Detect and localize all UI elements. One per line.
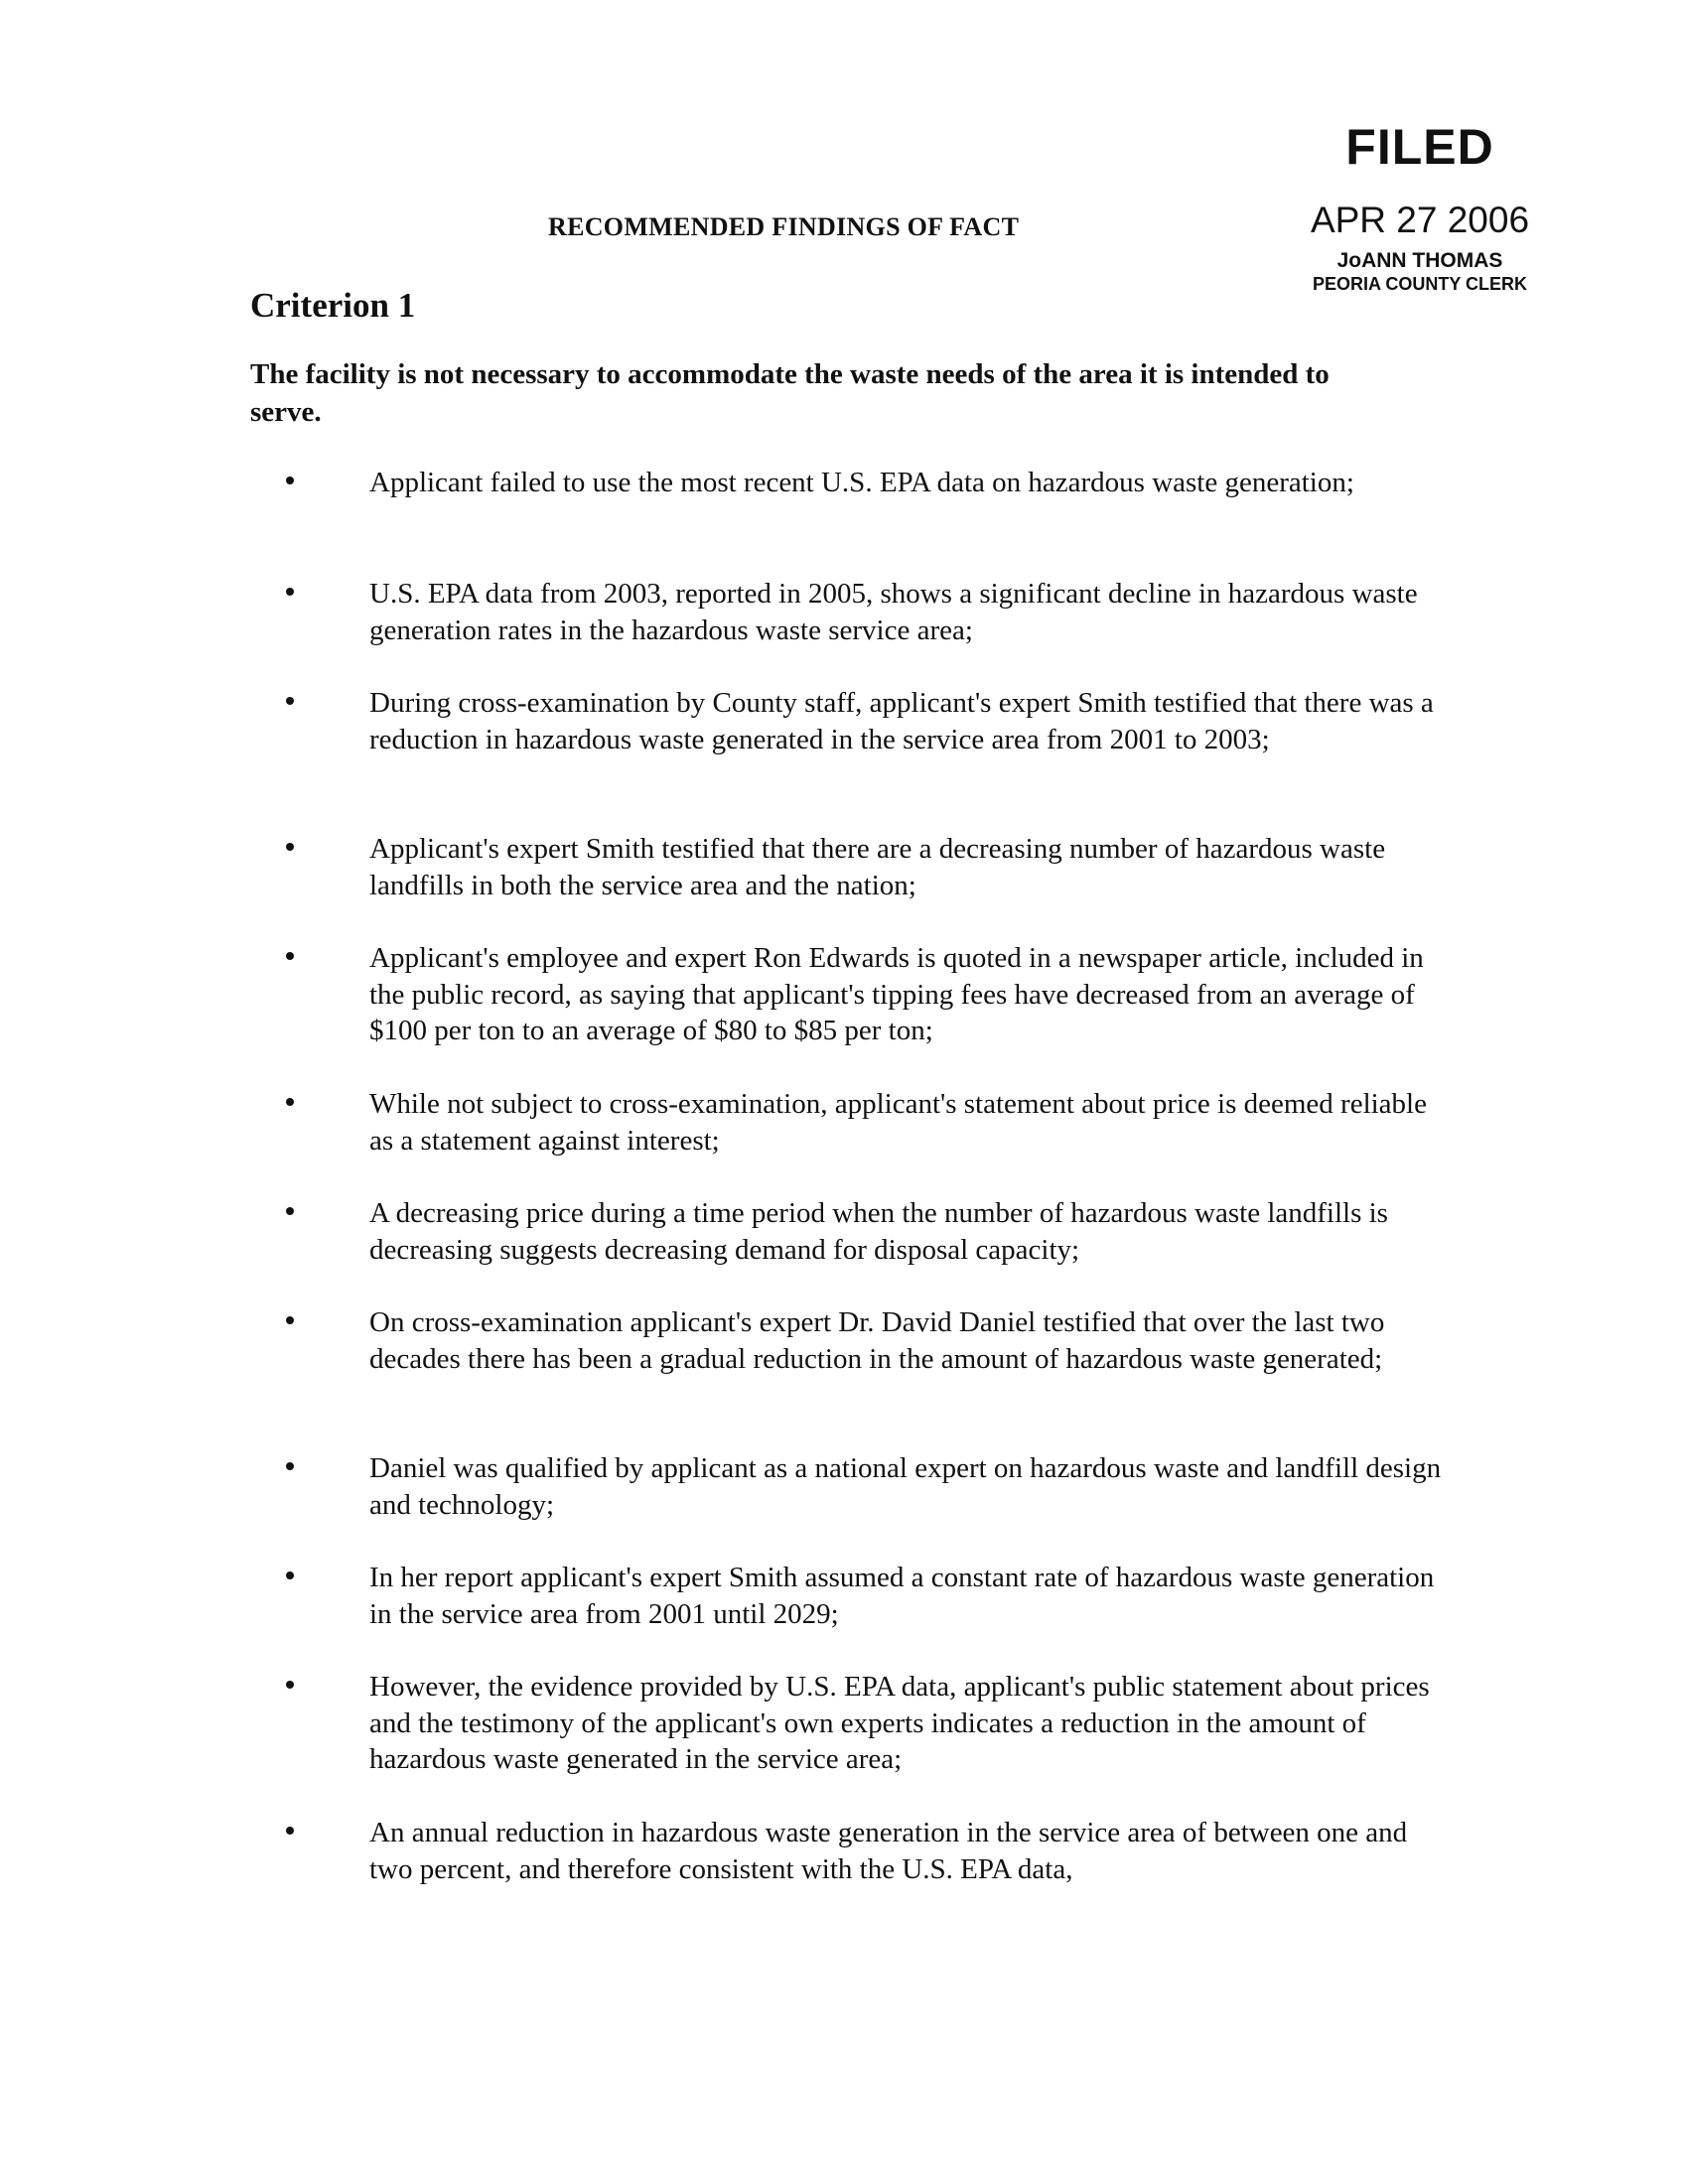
- bullet-icon: [286, 1571, 294, 1579]
- bullet-icon: [286, 1462, 294, 1470]
- bullet-icon: [286, 843, 294, 851]
- stamp-filed-label: FILED: [1345, 119, 1494, 175]
- list-item-text: In her report applicant's expert Smith assumed a constant rate of hazardous waste generation in the service area from 2001 until 2029;: [369, 1562, 1435, 1630]
- criterion-heading: Criterion 1: [250, 286, 416, 325]
- bullet-icon: [286, 1098, 294, 1106]
- bullet-icon: [286, 588, 294, 596]
- bullet-icon: [286, 697, 294, 705]
- list-item-text: Applicant's employee and expert Ron Edwards is quoted in a newspaper article, included in the public record, as saying that applicant's tipping fees have decreased from an average of $100 per ton to an average of $80 to $85 per ton;: [369, 942, 1424, 1046]
- stamp-clerk-office: PEORIA COUNTY CLERK: [1312, 274, 1528, 294]
- bullet-icon: [286, 1316, 294, 1324]
- finding-statement: The facility is not necessary to accommodate the waste needs of the area it is intended to serve.: [250, 358, 1330, 428]
- list-item-text: On cross-examination applicant's expert Dr. David Daniel testified that over the last two decades there has been a gradual reduction in the amount of hazardous waste generated;: [369, 1306, 1385, 1375]
- bullet-icon: [286, 1207, 294, 1215]
- list-item-text: An annual reduction in hazardous waste generation in the service area of between one and two percent, and therefore consistent with the U.S. EPA data,: [369, 1817, 1408, 1885]
- list-item-text: Applicant's expert Smith testified that there are a decreasing number of hazardous waste landfills in both the service area and the nation;: [369, 833, 1386, 901]
- list-item-text: Daniel was qualified by applicant as a national expert on hazardous waste and landfill design and technology;: [369, 1452, 1442, 1521]
- filed-stamp: [1291, 117, 1549, 295]
- stamp-date: APR 27 2006: [1310, 200, 1530, 240]
- bullet-icon: [286, 477, 294, 484]
- bullet-icon: [286, 952, 294, 960]
- document-title: RECOMMENDED FINDINGS OF FACT: [548, 212, 1020, 241]
- list-item-text: During cross-examination by County staff, applicant's expert Smith testified that there was a reduction in hazardous waste generated in the service area from 2001 to 2003;: [369, 687, 1434, 755]
- bullet-icon: [286, 1681, 294, 1689]
- list-item-text: U.S. EPA data from 2003, reported in 2005, shows a significant decline in hazardous waste generation rates in the hazardous waste service area;: [369, 578, 1418, 646]
- bullet-icon: [286, 1827, 294, 1835]
- list-item-text: A decreasing price during a time period when the number of hazardous waste landfills is decreasing suggests decreasing demand for disposal capacity;: [369, 1197, 1388, 1266]
- list-item-text: While not subject to cross-examination, applicant's statement about price is deemed reliable as a statement against interest;: [369, 1088, 1427, 1157]
- stamp-clerk-name: JoANN THOMAS: [1336, 249, 1503, 272]
- list-item-text: Applicant failed to use the most recent U.S. EPA data on hazardous waste generation;: [369, 467, 1354, 498]
- list-item-text: However, the evidence provided by U.S. EPA data, applicant's public statement about prices and the testimony of the applicant's own experts indicates a reduction in the amount of hazardous waste generated in the service area;: [369, 1671, 1430, 1775]
